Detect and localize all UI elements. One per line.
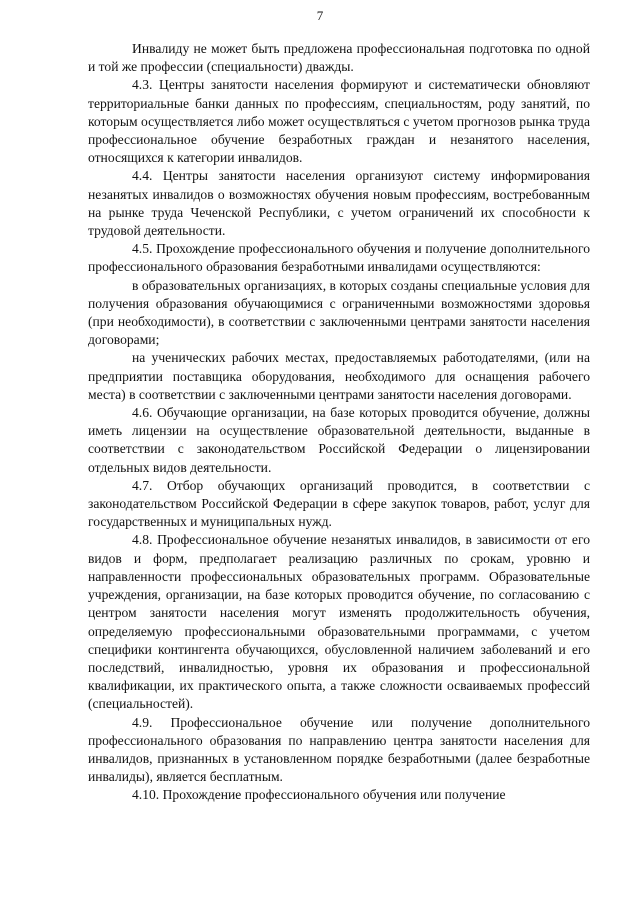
paragraph: на ученических рабочих местах, предоставляемых работодателями, (или на предприятии поставщика оборудования, необходимого для оснащения рабочего места) в соответствии с заключенными центрами занятости населения договорами. (88, 350, 590, 402)
page-number: 7 (316, 8, 324, 23)
paragraph: 4.8. Профессиональное обучение незанятых инвалидов, в зависимости от его видов и форм, предполагает реализацию различных по срокам, уровню и направленности профессиональных образовательных программ. Образовательные учреждения, организации, на базе которых проводится обучение, по согласованию с центром занятости населения могут изменять продолжительность обучения, определяемую профессиональными образовательными программами, с учетом специфики контингента обучающихся, обусловленной наличием заболеваний и его последствий, инвалидностью, уровня их образования и профессиональной квалификации, их практического опыта, а также сложности осваиваемых профессий (специальностей). (88, 532, 590, 712)
paragraph: 4.5. Прохождение профессионального обучения и получение дополнительного профессионального образования безработными инвалидами осуществляются: (88, 241, 590, 275)
paragraph: 4.7. Отбор обучающих организаций проводится, в соответствии с законодательством Российской Федерации в сфере закупок товаров, работ, услуг для государственных и муниципальных нужд. (88, 477, 590, 530)
paragraph: в образовательных организациях, в которых созданы специальные условия для получения образования обучающимися с ограниченными возможностями здоровья (при необходимости), в соответствии с заключенными центрами занятости населения договорами; (88, 277, 590, 348)
paragraph: 4.9. Профессиональное обучение или получение дополнительного профессионального образования по направлению центра занятости населения для инвалидов, признанных в установленном порядке безработными (далее безработные инвалиды), является бесплатным. (88, 714, 590, 785)
paragraph: 4.6. Обучающие организации, на базе которых проводится обучение, должны иметь лицензии на осуществление образовательной деятельности, выданные в соответствии с законодательством Российской Федерации о лицензировании отдельных видов деятельности. (88, 405, 590, 475)
paragraph: 4.3. Центры занятости населения формируют и систематически обновляют территориальные банки данных по профессиям, специальностям, роду занятий, по которым осуществляется либо может осуществляться с учетом прогнозов рынка труда профессиональное обучение безработных граждан и незанятого населения, относящихся к категории инвалидов. (88, 77, 590, 166)
paragraph: 4.10. Прохождение профессионального обучения или получение (132, 787, 506, 803)
paragraph: 4.4. Центры занятости населения организуют систему информирования незанятых инвалидов о возможностях обучения новым профессиям, востребованным на рынке труда Чеченской Республики, с учетом ограничений их способности к трудовой деятельности. (88, 168, 590, 239)
document-body (88, 40, 590, 805)
paragraph: Инвалиду не может быть предложена профессиональная подготовка по одной и той же профессии (специальности) дважды. (88, 41, 590, 75)
